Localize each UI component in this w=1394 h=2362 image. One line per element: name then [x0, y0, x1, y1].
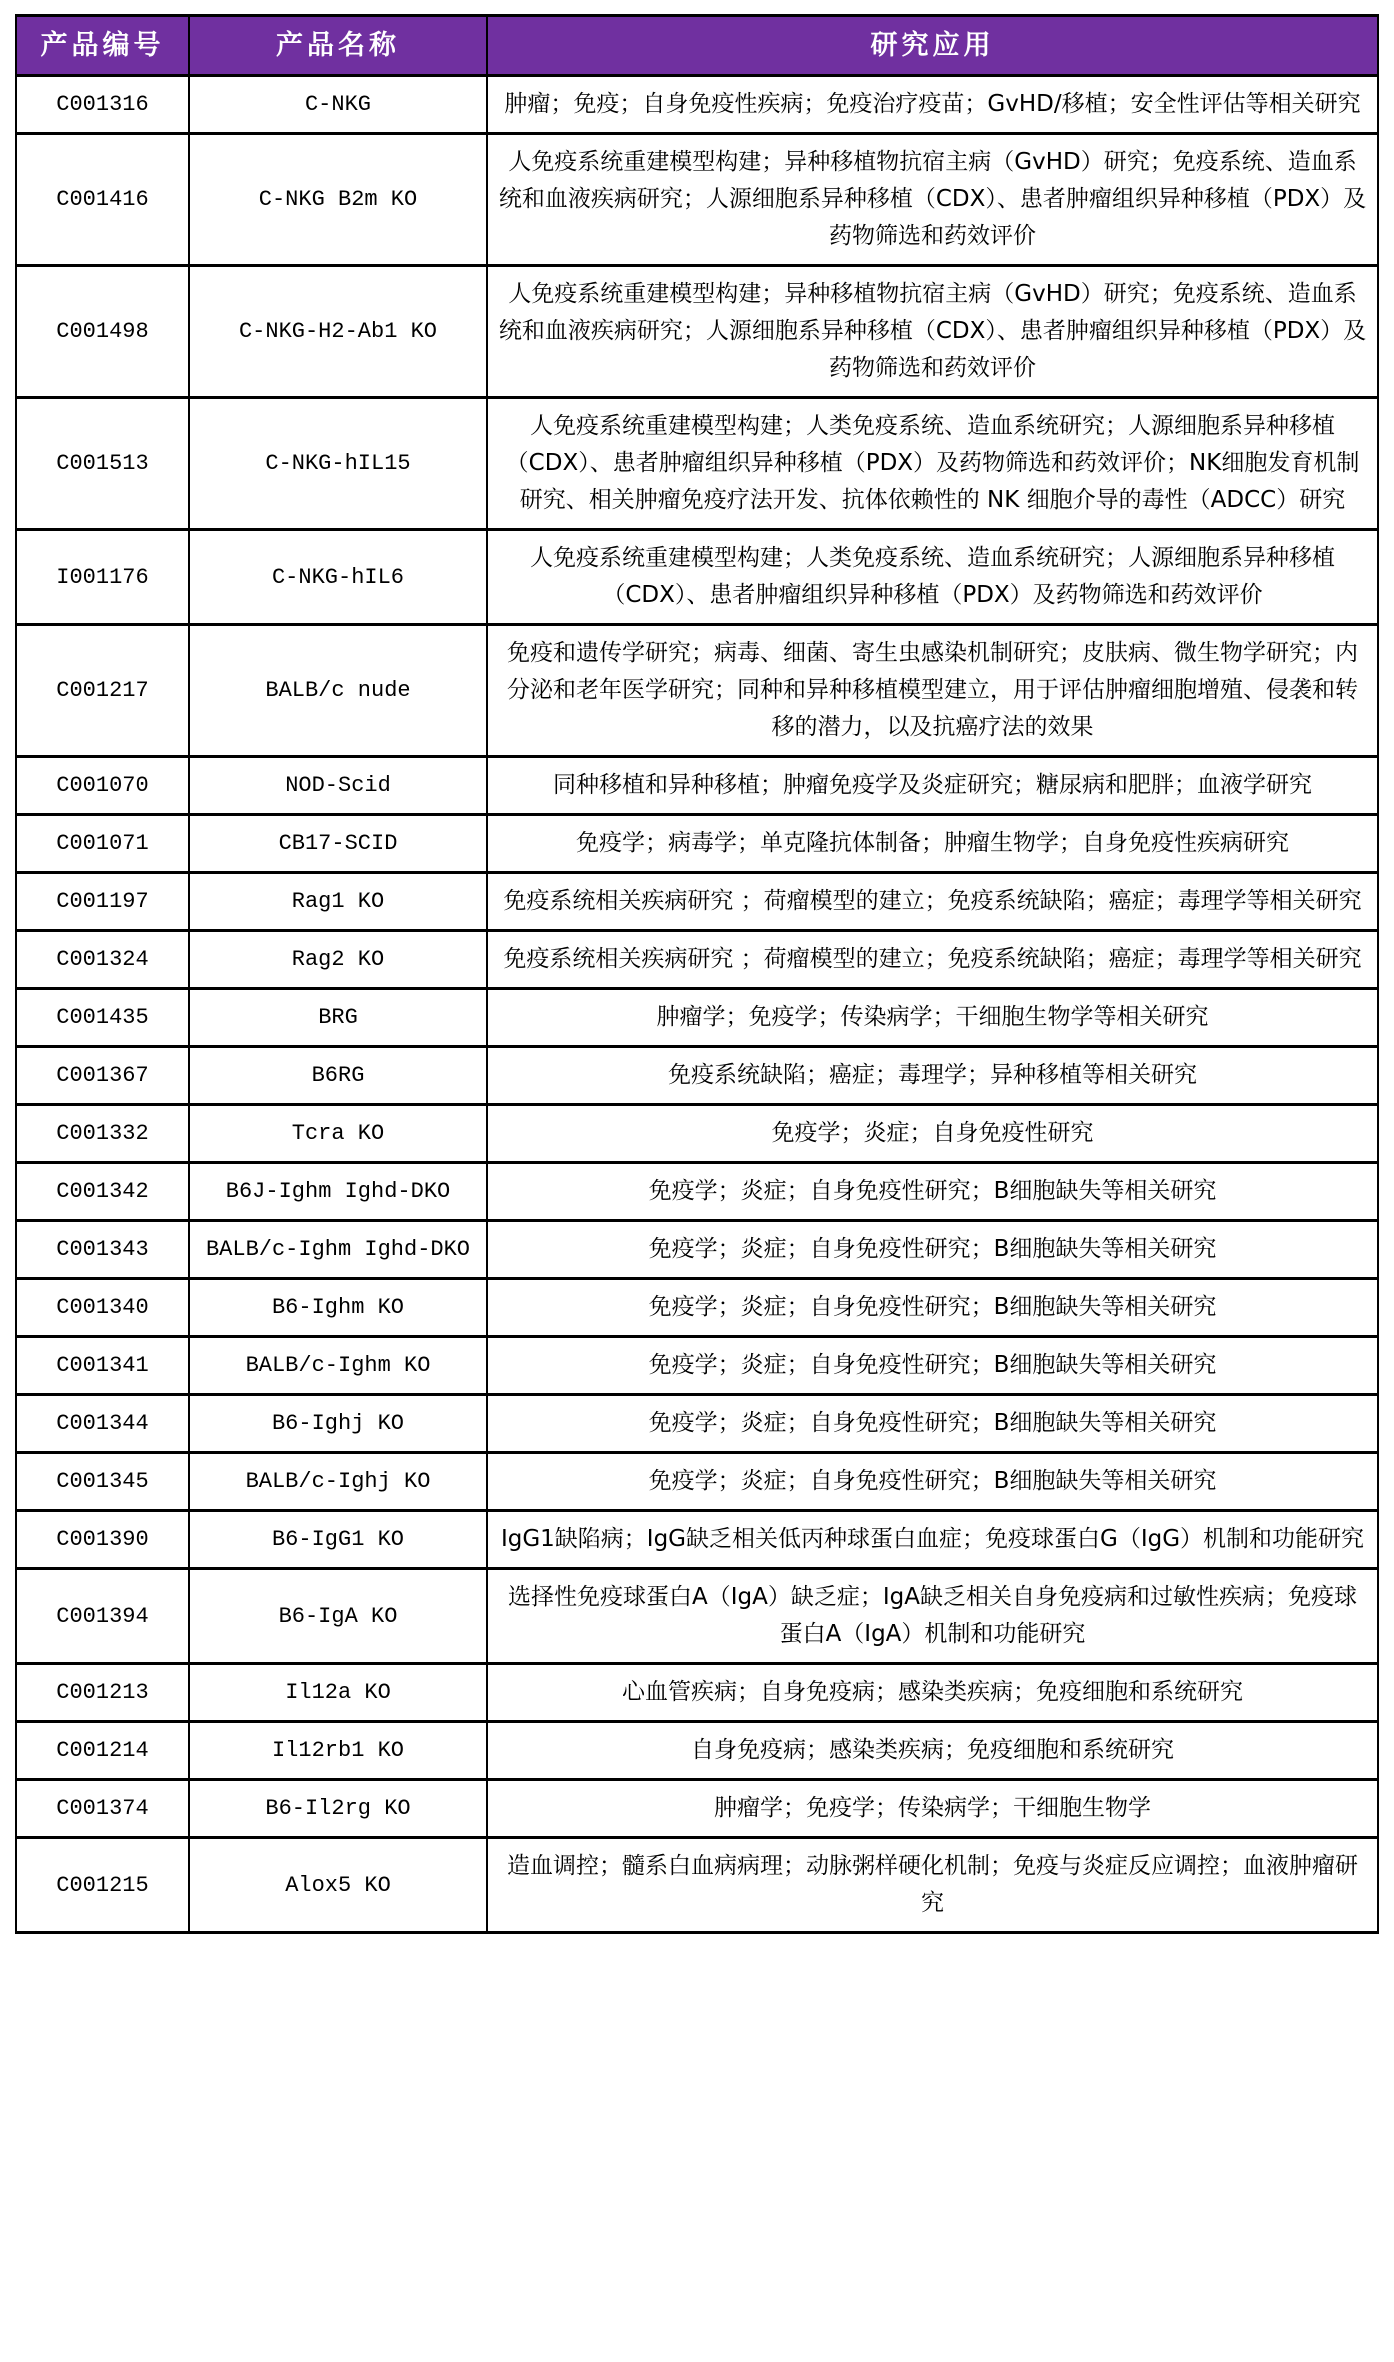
table-row [16, 815, 1378, 873]
table-row [16, 530, 1378, 625]
table-row [16, 625, 1378, 757]
table-row [16, 1163, 1378, 1221]
product-id-cell: C001343 [16, 1221, 189, 1279]
application-cell: 肿瘤学；免疫学；传染病学；干细胞生物学等相关研究 [487, 989, 1378, 1047]
product-id-cell: C001342 [16, 1163, 189, 1221]
product-name-cell: Alox5 KO [189, 1838, 487, 1933]
product-id-cell: C001215 [16, 1838, 189, 1933]
application-cell: 肿瘤；免疫；自身免疫性疾病；免疫治疗疫苗；GvHD/移植；安全性评估等相关研究 [487, 76, 1378, 134]
product-id-cell: C001070 [16, 757, 189, 815]
product-name-cell: C-NKG [189, 76, 487, 134]
table-row [16, 1337, 1378, 1395]
application-cell: 免疫系统缺陷；癌症；毒理学；异种移植等相关研究 [487, 1047, 1378, 1105]
table-row [16, 76, 1378, 134]
application-cell: 免疫学；炎症；自身免疫性研究；B细胞缺失等相关研究 [487, 1337, 1378, 1395]
product-name-cell: BRG [189, 989, 487, 1047]
application-cell: 人免疫系统重建模型构建；人类免疫系统、造血系统研究；人源细胞系异种移植（CDX）、患者肿瘤组织异种移植（PDX）及药物筛选和药效评价；NK细胞发育机制研究、相关肿瘤免疫疗法开发、抗体依赖性的 NK 细胞介导的毒性（ADCC）研究 [487, 398, 1378, 530]
application-cell: 免疫学；炎症；自身免疫性研究 [487, 1105, 1378, 1163]
product-id-cell: C001345 [16, 1453, 189, 1511]
table-row [16, 1838, 1378, 1933]
table-row [16, 1569, 1378, 1664]
product-id-cell: C001390 [16, 1511, 189, 1569]
product-id-cell: C001498 [16, 266, 189, 398]
product-id-cell: I001176 [16, 530, 189, 625]
table-row [16, 1664, 1378, 1722]
product-id-cell: C001416 [16, 134, 189, 266]
application-cell: 同种移植和异种移植；肿瘤免疫学及炎症研究；糖尿病和肥胖；血液学研究 [487, 757, 1378, 815]
table-row [16, 398, 1378, 530]
application-cell: 免疫和遗传学研究；病毒、细菌、寄生虫感染机制研究；皮肤病、微生物学研究；内分泌和老年医学研究；同种和异种移植模型建立，用于评估肿瘤细胞增殖、侵袭和转移的潜力，以及抗癌疗法的效果 [487, 625, 1378, 757]
product-id-cell: C001316 [16, 76, 189, 134]
application-cell: 免疫学；病毒学；单克隆抗体制备；肿瘤生物学；自身免疫性疾病研究 [487, 815, 1378, 873]
product-id-cell: C001213 [16, 1664, 189, 1722]
column-header-application: 研究应用 [487, 16, 1378, 76]
product-name-cell: BALB/c nude [189, 625, 487, 757]
application-cell: 免疫学；炎症；自身免疫性研究；B细胞缺失等相关研究 [487, 1163, 1378, 1221]
application-cell: IgG1缺陷病；IgG缺乏相关低丙种球蛋白血症；免疫球蛋白G（IgG）机制和功能研究 [487, 1511, 1378, 1569]
product-name-cell: CB17-SCID [189, 815, 487, 873]
table-row [16, 1511, 1378, 1569]
product-id-cell: C001341 [16, 1337, 189, 1395]
table-row [16, 1722, 1378, 1780]
product-id-cell: C001394 [16, 1569, 189, 1664]
table-row [16, 266, 1378, 398]
table-row [16, 1395, 1378, 1453]
product-id-cell: C001197 [16, 873, 189, 931]
product-name-cell: B6-IgG1 KO [189, 1511, 487, 1569]
application-cell: 造血调控；髓系白血病病理；动脉粥样硬化机制；免疫与炎症反应调控；血液肿瘤研究 [487, 1838, 1378, 1933]
application-cell: 人免疫系统重建模型构建；人类免疫系统、造血系统研究；人源细胞系异种移植（CDX）、患者肿瘤组织异种移植（PDX）及药物筛选和药效评价 [487, 530, 1378, 625]
table-header [16, 16, 1378, 76]
product-name-cell: BALB/c-Ighj KO [189, 1453, 487, 1511]
application-cell: 选择性免疫球蛋白A（IgA）缺乏症；IgA缺乏相关自身免疫病和过敏性疾病；免疫球蛋白A（IgA）机制和功能研究 [487, 1569, 1378, 1664]
product-table [15, 14, 1379, 1934]
product-name-cell: B6-Il2rg KO [189, 1780, 487, 1838]
product-id-cell: C001071 [16, 815, 189, 873]
application-cell: 免疫学；炎症；自身免疫性研究；B细胞缺失等相关研究 [487, 1279, 1378, 1337]
product-name-cell: C-NKG-hIL6 [189, 530, 487, 625]
table-row [16, 1105, 1378, 1163]
application-cell: 免疫学；炎症；自身免疫性研究；B细胞缺失等相关研究 [487, 1395, 1378, 1453]
table-row [16, 757, 1378, 815]
table-body [16, 76, 1378, 1933]
column-header-product-name: 产品名称 [189, 16, 487, 76]
product-id-cell: C001344 [16, 1395, 189, 1453]
product-name-cell: C-NKG B2m KO [189, 134, 487, 266]
table-row [16, 931, 1378, 989]
table-row [16, 1780, 1378, 1838]
product-name-cell: B6-Ighm KO [189, 1279, 487, 1337]
product-name-cell: Rag1 KO [189, 873, 487, 931]
application-cell: 免疫学；炎症；自身免疫性研究；B细胞缺失等相关研究 [487, 1453, 1378, 1511]
product-name-cell: B6RG [189, 1047, 487, 1105]
product-id-cell: C001513 [16, 398, 189, 530]
product-name-cell: B6-Ighj KO [189, 1395, 487, 1453]
application-cell: 自身免疫病；感染类疾病；免疫细胞和系统研究 [487, 1722, 1378, 1780]
product-id-cell: C001367 [16, 1047, 189, 1105]
table-row [16, 1221, 1378, 1279]
product-name-cell: Rag2 KO [189, 931, 487, 989]
table-row [16, 873, 1378, 931]
header-row [16, 16, 1378, 76]
product-name-cell: B6-IgA KO [189, 1569, 487, 1664]
product-name-cell: Tcra KO [189, 1105, 487, 1163]
application-cell: 免疫学；炎症；自身免疫性研究；B细胞缺失等相关研究 [487, 1221, 1378, 1279]
product-name-cell: Il12a KO [189, 1664, 487, 1722]
application-cell: 免疫系统相关疾病研究 ；荷瘤模型的建立；免疫系统缺陷；癌症；毒理学等相关研究 [487, 931, 1378, 989]
application-cell: 免疫系统相关疾病研究 ；荷瘤模型的建立；免疫系统缺陷；癌症；毒理学等相关研究 [487, 873, 1378, 931]
product-name-cell: C-NKG-H2-Ab1 KO [189, 266, 487, 398]
application-cell: 肿瘤学；免疫学；传染病学；干细胞生物学 [487, 1780, 1378, 1838]
product-name-cell: BALB/c-Ighm KO [189, 1337, 487, 1395]
application-cell: 心血管疾病；自身免疫病；感染类疾病；免疫细胞和系统研究 [487, 1664, 1378, 1722]
table-row [16, 1453, 1378, 1511]
table-row [16, 134, 1378, 266]
product-id-cell: C001340 [16, 1279, 189, 1337]
table-row [16, 1047, 1378, 1105]
column-header-product-id: 产品编号 [16, 16, 189, 76]
product-name-cell: B6J-Ighm Ighd-DKO [189, 1163, 487, 1221]
table-row [16, 1279, 1378, 1337]
product-id-cell: C001332 [16, 1105, 189, 1163]
product-name-cell: C-NKG-hIL15 [189, 398, 487, 530]
product-id-cell: C001324 [16, 931, 189, 989]
product-name-cell: BALB/c-Ighm Ighd-DKO [189, 1221, 487, 1279]
application-cell: 人免疫系统重建模型构建；异种移植物抗宿主病（GvHD）研究；免疫系统、造血系统和血液疾病研究；人源细胞系异种移植（CDX）、患者肿瘤组织异种移植（PDX）及药物筛选和药效评价 [487, 266, 1378, 398]
table-row [16, 989, 1378, 1047]
product-name-cell: Il12rb1 KO [189, 1722, 487, 1780]
application-cell: 人免疫系统重建模型构建；异种移植物抗宿主病（GvHD）研究；免疫系统、造血系统和血液疾病研究；人源细胞系异种移植（CDX）、患者肿瘤组织异种移植（PDX）及药物筛选和药效评价 [487, 134, 1378, 266]
product-id-cell: C001217 [16, 625, 189, 757]
product-id-cell: C001435 [16, 989, 189, 1047]
product-id-cell: C001374 [16, 1780, 189, 1838]
product-id-cell: C001214 [16, 1722, 189, 1780]
product-name-cell: NOD-Scid [189, 757, 487, 815]
